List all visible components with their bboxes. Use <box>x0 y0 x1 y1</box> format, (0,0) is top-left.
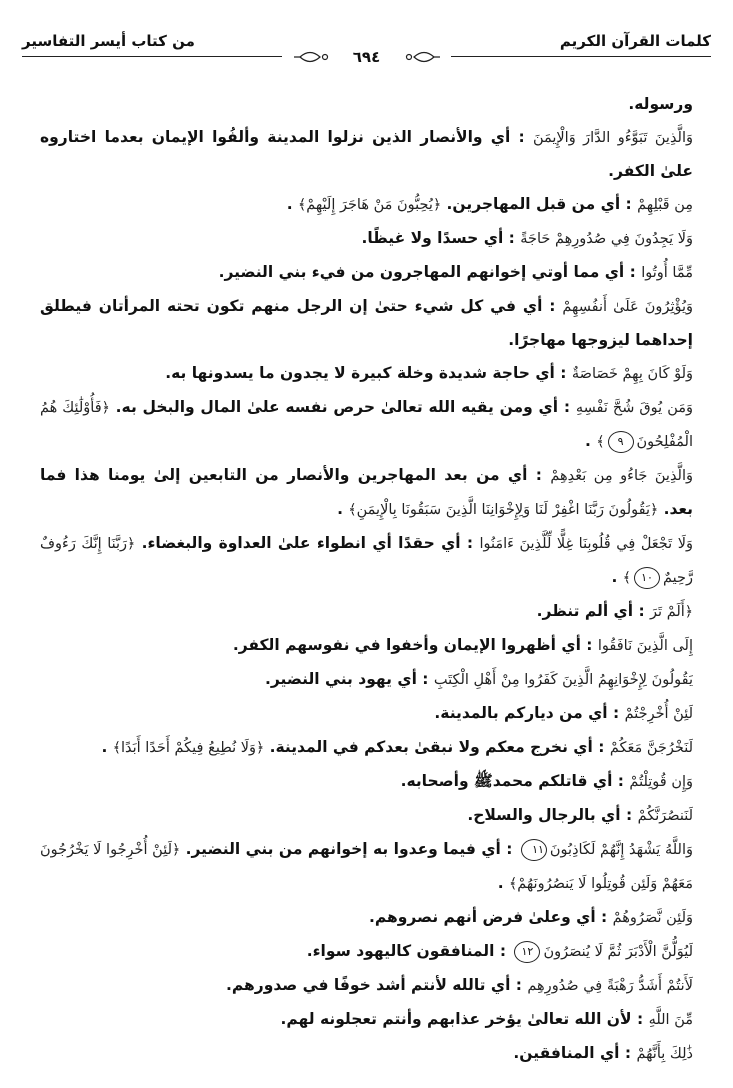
definition-text: : أي والأنصار الذين نزلوا المدينة وألفُوا الإيمان بعدما اختاروه <box>40 128 533 146</box>
definition-text: ورسوله. <box>628 95 693 113</box>
text-line <box>40 595 693 629</box>
text-line <box>40 561 693 595</box>
definition-text: : أي في كل شيء حتىٰ إن الرجل منهم تكون تحته المرأتان فيطلق <box>40 297 563 315</box>
text-line <box>40 901 693 935</box>
text-line <box>40 357 693 391</box>
ayah-number-marker: ١١ <box>521 839 547 861</box>
quran-word: وَاللَّهُ يَشْهَدُ إِنَّهُمْ لَكَاذِبُونَ <box>549 842 693 858</box>
definition-text: : أي من قبل المهاجرين. <box>441 195 638 213</box>
definition-text: : أي يهود بني النضير. <box>265 670 434 688</box>
quran-word: رَّحِيمٌ <box>663 570 693 586</box>
text-line <box>40 425 693 459</box>
text-line <box>40 88 693 121</box>
ornate-bracket: ﴿ <box>101 400 110 416</box>
quran-word: مِّنَ اللَّهِ <box>648 1012 693 1028</box>
quran-word: الْمُفْلِحُونَ <box>636 434 693 450</box>
text-line <box>40 799 693 833</box>
definition-text: : أي بالرجال والسلاح. <box>467 806 638 824</box>
text-line <box>40 188 693 222</box>
definition-text: : أي أظهروا الإيمان وأخفوا في نفوسهم الكفر. <box>232 636 598 654</box>
text-line <box>40 527 693 561</box>
quran-word: أَلَمْ تَرَ <box>650 604 685 620</box>
ornate-bracket: ﴾ <box>596 434 605 450</box>
book-title: كلمات القرآن الكريم <box>559 32 711 50</box>
definition-text: . <box>286 195 298 213</box>
ayah-number-marker: ٩ <box>608 431 634 453</box>
text-line <box>40 731 693 765</box>
source-title: من كتاب أيسر التفاسير <box>22 32 195 50</box>
quran-word: ذَٰلِكَ بِأَنَّهُمْ <box>636 1046 693 1062</box>
definition-text: : أي ألم تنظر. <box>536 602 651 620</box>
header-rule-left <box>22 56 282 57</box>
ornate-bracket: ﴿ <box>649 502 659 518</box>
definition-text: علىٰ الكفر. <box>608 162 693 180</box>
text-line <box>40 765 693 799</box>
quran-word: لَأَنتُمْ أَشَدُّ رَهْبَةً فِي صُدُورِهِم <box>527 978 693 994</box>
quran-word: لَئِنْ أُخْرِجُوا لَا يَخْرُجُونَ <box>40 842 172 858</box>
quran-word: رَبَّنَا إِنَّكَ رَءُوفٌ <box>40 536 128 552</box>
page-number: ٦٩٤ <box>352 48 381 66</box>
text-line <box>40 1037 693 1071</box>
ornate-bracket: ﴾ <box>112 740 121 756</box>
quran-word: إِلَى الَّذِينَ نَافَقُوا <box>597 638 693 654</box>
definition-text: : أي مما أوتي إخوانهم المهاجرون من فيء بني النضير. <box>218 263 642 281</box>
quran-word: فَأُوْلَٰئِكَ هُمُ <box>40 400 102 416</box>
definition-text: : المنافقون كاليهود سواء. <box>306 942 512 960</box>
ayah-number-marker: ١٢ <box>514 941 540 963</box>
text-line <box>40 629 693 663</box>
text-line <box>40 833 693 867</box>
definition-text: . <box>101 738 113 756</box>
quran-word: وَلَوْ كَانَ بِهِمْ خَصَاصَةٌ <box>571 366 693 382</box>
definition-text: : أي من بعد المهاجرين والأنصار من التابعين إلىٰ يومنا هذا فما <box>40 466 551 484</box>
definition-text: : أي قاتلكم محمدﷺ وأصحابه. <box>400 772 630 790</box>
ornate-bracket: ﴾ <box>509 876 518 892</box>
page-header <box>22 26 711 66</box>
quran-word: لَنَنصُرَنَّكُمْ <box>637 808 693 824</box>
ornate-bracket: ﴾ <box>298 197 307 213</box>
text-line <box>40 867 693 901</box>
text-line <box>40 222 693 256</box>
header-rule-right <box>451 56 711 57</box>
text-line <box>40 391 693 425</box>
definition-text: : أي وعلىٰ فرض أنهم نصروهم. <box>368 908 613 926</box>
quran-word: مِّمَّا أُوتُوا <box>641 265 693 281</box>
ayah-number-marker: ١٠ <box>634 567 660 589</box>
ornate-bracket: ﴿ <box>432 197 442 213</box>
definition-text: : أي نخرج معكم ولا نبقىٰ بعدكم في المدينة. <box>264 738 610 756</box>
definition-text: . <box>585 432 597 450</box>
ornate-bracket: ﴿ <box>684 604 693 620</box>
quran-word: وَلَا يَجِدُونَ فِي صُدُورِهِمْ حَاجَةً <box>520 231 693 247</box>
definition-text: : أي حسدًا ولا غيظًا. <box>361 229 521 247</box>
definition-text: : أي ومن يقيه الله تعالىٰ حرص نفسه علىٰ المال والبخل به. <box>109 398 576 416</box>
quran-word: وَالَّذِينَ تَبَوَّءُو الدَّارَ وَالْإِيمَنَ <box>532 130 693 146</box>
definition-text: : أي من دياركم بالمدينة. <box>434 704 625 722</box>
definition-text: : أي تالله لأنتم أشد خوفًا في صدورهم. <box>225 976 528 994</box>
definition-text: بعد. <box>658 500 693 518</box>
text-line <box>40 697 693 731</box>
quran-word: يُحِبُّونَ مَنْ هَاجَرَ إِلَيْهِمْ <box>306 197 433 213</box>
definition-text: : أي المنافقين. <box>513 1044 637 1062</box>
text-line <box>40 935 693 969</box>
text-line <box>40 459 693 493</box>
quran-word: وَلَئِن نَّصَرُوهُمْ <box>612 910 693 926</box>
ornate-bracket: ﴿ <box>127 536 136 552</box>
ornate-bracket: ﴾ <box>622 570 631 586</box>
definition-text: : لأن الله تعالىٰ يؤخر عذابهم وأنتم تعجلونه لهم. <box>280 1010 649 1028</box>
definition-text: : أي فيما وعدوا به إخوانهم من بني النضير. <box>180 840 518 858</box>
quran-word: لَئِنْ أُخْرِجْتُمْ <box>624 706 693 722</box>
ornate-bracket: ﴾ <box>348 502 357 518</box>
quran-word: لَنَخْرُجَنَّ مَعَكُمْ <box>609 740 693 756</box>
quran-word: لَيُوَلُّنَّ الْأَدْبَرَ ثُمَّ لَا يُنصَرُونَ <box>543 944 693 960</box>
text-line <box>40 663 693 697</box>
quran-word: وَمَن يُوقَ شُحَّ نَفْسِهِ <box>575 400 693 416</box>
tafsir-text <box>40 88 693 1071</box>
definition-text: : أي حقدًا أي انطواء علىٰ العداوة والبغضاء. <box>135 534 480 552</box>
text-line <box>40 324 693 357</box>
definition-text: . <box>337 500 349 518</box>
text-line <box>40 1003 693 1037</box>
quran-word: مِن قَبْلِهِمْ <box>637 197 693 213</box>
text-line <box>40 290 693 324</box>
text-line <box>40 256 693 290</box>
quran-word: وَإِن قُوتِلْتُمْ <box>629 774 693 790</box>
ornate-bracket: ﴿ <box>172 842 181 858</box>
quran-word: يَقُولُونَ لِإِخْوَانِهِمُ الَّذِينَ كَفَرُوا مِنْ أَهْلِ الْكِتَبِ <box>433 672 693 688</box>
text-line <box>40 155 693 188</box>
definition-text: . <box>497 874 510 892</box>
text-line <box>40 969 693 1003</box>
quran-word: يَقُولُونَ رَبَّنَا اغْفِرْ لَنَا وَلِإِخْوَانِنَا الَّذِينَ سَبَقُونَا بِالْإِيمَنِ <box>356 502 650 518</box>
quran-word: وَيُؤْثِرُونَ عَلَىٰ أَنفُسِهِمْ <box>562 299 693 315</box>
quran-word: وَلَا نُطِيعُ فِيكُمْ أَحَدًا أَبَدًا <box>120 740 256 756</box>
text-line <box>40 493 693 527</box>
quran-word: وَلَا تَجْعَلْ فِي قُلُوبِنَا غِلًّا لِّلَّذِينَ ءَامَنُوا <box>479 536 693 552</box>
quran-word: مَعَهُمْ وَلَئِن قُوتِلُوا لَا يَنصُرُونَهُمْ <box>517 876 693 892</box>
definition-text: إحداهما ليزوجها مهاجرًا. <box>508 331 693 349</box>
ornate-bracket: ﴿ <box>256 740 265 756</box>
definition-text: : أي حاجة شديدة وخلة كبيرة لا يجدون ما يسدونها به. <box>165 364 572 382</box>
quran-word: وَالَّذِينَ جَاءُو مِن بَعْدِهِمْ <box>550 468 693 484</box>
page-number-ornament <box>292 44 442 70</box>
text-line <box>40 121 693 155</box>
definition-text: . <box>611 568 623 586</box>
